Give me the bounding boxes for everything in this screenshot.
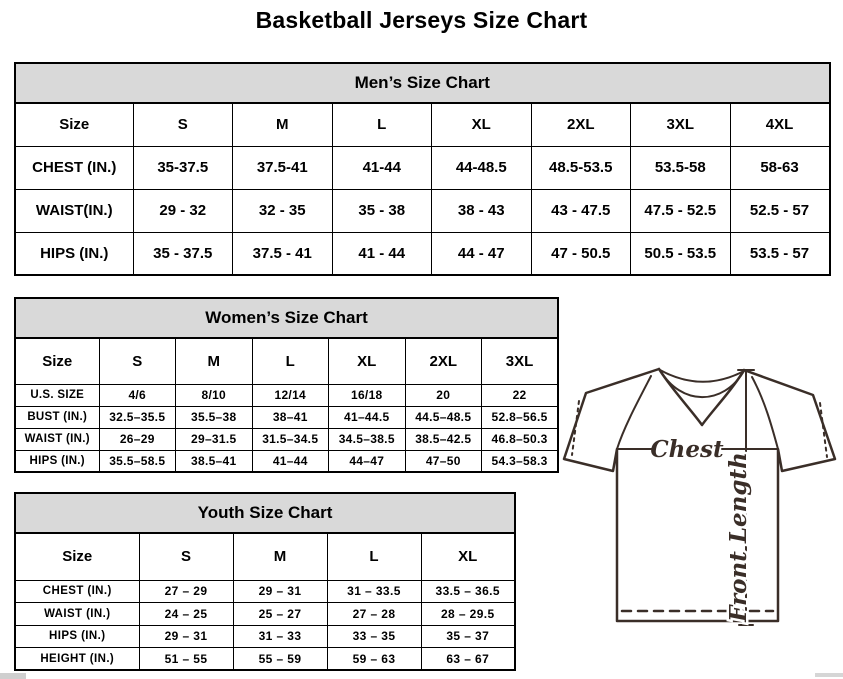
size-cell: 34.5–38.5 [329, 428, 406, 450]
size-cell: 29 – 31 [139, 625, 233, 648]
size-cell: 35-37.5 [133, 146, 233, 189]
row-label: WAIST (IN.) [15, 428, 99, 450]
size-cell: 35 – 37 [421, 625, 515, 648]
size-cell: 35.5–38 [176, 406, 253, 428]
size-cell: 35 - 38 [332, 189, 432, 232]
size-cell: 47 - 50.5 [531, 232, 631, 275]
table-row-waist [15, 603, 515, 626]
table-row-hips [15, 450, 558, 472]
womens-column-header-row [15, 338, 558, 384]
table-row-hips [15, 232, 830, 275]
size-cell: 26–29 [99, 428, 176, 450]
row-label: HIPS (IN.) [15, 625, 139, 648]
size-cell: 41 - 44 [332, 232, 432, 275]
size-cell: 44–47 [329, 450, 406, 472]
size-cell: 37.5-41 [233, 146, 333, 189]
table-row-hips [15, 625, 515, 648]
size-cell: 32 - 35 [233, 189, 333, 232]
size-cell: 52.8–56.5 [482, 406, 559, 428]
size-cell: 35 - 37.5 [133, 232, 233, 275]
size-cell: 41-44 [332, 146, 432, 189]
size-cell: 27 – 29 [139, 580, 233, 603]
column-header-size: Size [15, 338, 99, 384]
size-cell: 44.5–48.5 [405, 406, 482, 428]
table-row-chest [15, 580, 515, 603]
size-cell: 31.5–34.5 [252, 428, 329, 450]
size-cell: 16/18 [329, 384, 406, 406]
row-label: CHEST (IN.) [15, 580, 139, 603]
column-header-3xl: 3XL [631, 103, 731, 146]
size-cell: 44-48.5 [432, 146, 532, 189]
column-header-m: M [233, 533, 327, 580]
size-cell: 47.5 - 52.5 [631, 189, 731, 232]
row-label: WAIST (IN.) [15, 603, 139, 626]
size-cell: 28 – 29.5 [421, 603, 515, 626]
size-cell: 20 [405, 384, 482, 406]
column-header-2xl: 2XL [405, 338, 482, 384]
youth-column-header-row [15, 533, 515, 580]
table-row-chest [15, 146, 830, 189]
row-label: U.S. SIZE [15, 384, 99, 406]
column-header-l: L [252, 338, 329, 384]
front-length-label: Front Length [725, 452, 752, 622]
chest-label: Chest [650, 436, 724, 463]
column-header-xl: XL [421, 533, 515, 580]
table-row-waist [15, 428, 558, 450]
size-cell: 51 – 55 [139, 648, 233, 671]
size-cell: 38.5–42.5 [405, 428, 482, 450]
size-cell: 59 – 63 [327, 648, 421, 671]
womens-table-title: Women’s Size Chart [15, 298, 558, 338]
size-cell: 37.5 - 41 [233, 232, 333, 275]
size-cell: 33.5 – 36.5 [421, 580, 515, 603]
column-header-m: M [233, 103, 333, 146]
size-cell: 24 – 25 [139, 603, 233, 626]
size-cell: 52.5 - 57 [730, 189, 830, 232]
size-cell: 53.5-58 [631, 146, 731, 189]
column-header-size: Size [15, 103, 133, 146]
column-header-m: M [176, 338, 253, 384]
size-cell: 47–50 [405, 450, 482, 472]
womens-size-table [14, 297, 559, 473]
size-cell: 33 – 35 [327, 625, 421, 648]
size-cell: 58-63 [730, 146, 830, 189]
size-cell: 31 – 33.5 [327, 580, 421, 603]
size-cell: 63 – 67 [421, 648, 515, 671]
size-cell: 29 - 32 [133, 189, 233, 232]
row-label: HEIGHT (IN.) [15, 648, 139, 671]
size-cell: 38–41 [252, 406, 329, 428]
size-cell: 50.5 - 53.5 [631, 232, 731, 275]
mens-table-title: Men’s Size Chart [15, 63, 830, 103]
page-title: Basketball Jerseys Size Chart [255, 7, 588, 33]
row-label: WAIST(IN.) [15, 189, 133, 232]
size-cell: 29–31.5 [176, 428, 253, 450]
size-cell: 27 – 28 [327, 603, 421, 626]
size-cell: 31 – 33 [233, 625, 327, 648]
column-header-3xl: 3XL [482, 338, 559, 384]
youth-table-title: Youth Size Chart [15, 493, 515, 533]
column-header-xl: XL [432, 103, 532, 146]
table-row-bust [15, 406, 558, 428]
youth-table-title-row [15, 493, 515, 533]
table-row-waist [15, 189, 830, 232]
youth-size-table [14, 492, 516, 671]
size-cell: 44 - 47 [432, 232, 532, 275]
mens-table-title-row [15, 63, 830, 103]
size-cell: 8/10 [176, 384, 253, 406]
jersey-outline-icon [556, 358, 843, 672]
womens-table-title-row [15, 298, 558, 338]
size-cell: 32.5–35.5 [99, 406, 176, 428]
size-cell: 53.5 - 57 [730, 232, 830, 275]
horizontal-scrollbar-left-fragment[interactable] [0, 673, 26, 679]
table-row-us-size [15, 384, 558, 406]
column-header-s: S [99, 338, 176, 384]
column-header-s: S [133, 103, 233, 146]
column-header-2xl: 2XL [531, 103, 631, 146]
size-cell: 29 – 31 [233, 580, 327, 603]
table-row-height [15, 648, 515, 671]
column-header-size: Size [15, 533, 139, 580]
size-cell: 38 - 43 [432, 189, 532, 232]
size-cell: 54.3–58.3 [482, 450, 559, 472]
size-cell: 4/6 [99, 384, 176, 406]
size-cell: 25 – 27 [233, 603, 327, 626]
size-cell: 46.8–50.3 [482, 428, 559, 450]
column-header-l: L [332, 103, 432, 146]
size-cell: 41–44.5 [329, 406, 406, 428]
mens-size-table [14, 62, 831, 276]
size-cell: 22 [482, 384, 559, 406]
size-cell: 35.5–58.5 [99, 450, 176, 472]
horizontal-scrollbar-right-fragment[interactable] [815, 673, 843, 677]
column-header-xl: XL [329, 338, 406, 384]
size-cell: 41–44 [252, 450, 329, 472]
size-cell: 38.5–41 [176, 450, 253, 472]
size-cell: 43 - 47.5 [531, 189, 631, 232]
row-label: HIPS (IN.) [15, 450, 99, 472]
size-cell: 55 – 59 [233, 648, 327, 671]
column-header-4xl: 4XL [730, 103, 830, 146]
row-label: BUST (IN.) [15, 406, 99, 428]
row-label: CHEST (IN.) [15, 146, 133, 189]
size-cell: 12/14 [252, 384, 329, 406]
mens-column-header-row [15, 103, 830, 146]
column-header-l: L [327, 533, 421, 580]
column-header-s: S [139, 533, 233, 580]
row-label: HIPS (IN.) [15, 232, 133, 275]
jersey-measurement-diagram [556, 358, 843, 672]
size-cell: 48.5-53.5 [531, 146, 631, 189]
